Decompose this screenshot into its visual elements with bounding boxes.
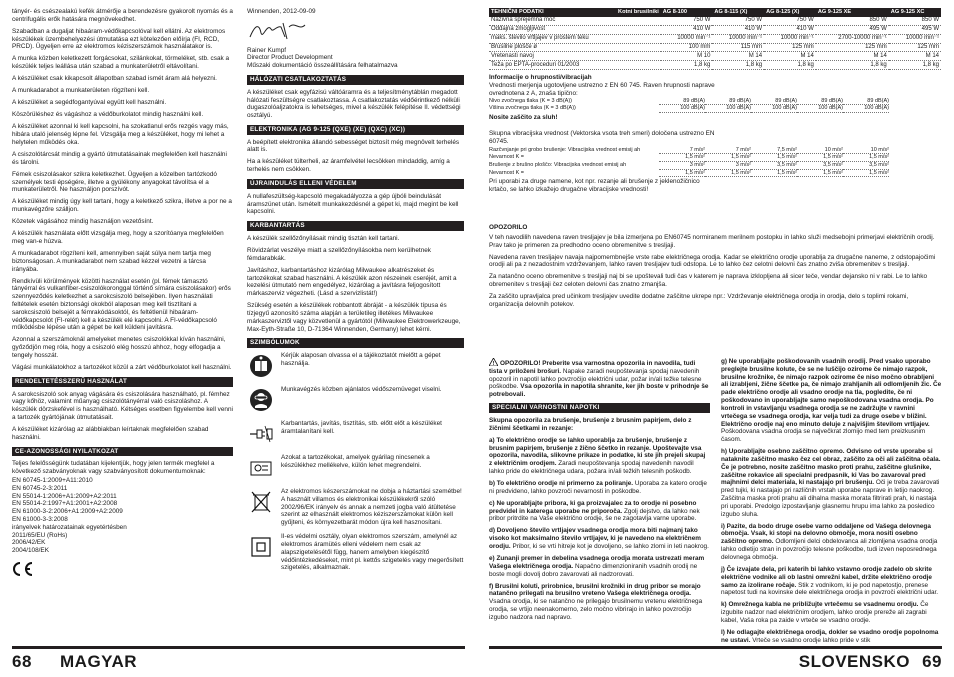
symbol-row	[247, 454, 464, 482]
safety-item: i) Pazite, da bodo druge osebe varno oddaljene od Vašega delovnega območja. Vsak, ki stopi na delovno območje, mora nositi osebno zaščitno opremo. Odlomljeni delci obdelovanca ali zlomljena vsadna orodja lahko odletijo stran in povzročijo telesne poškodbe, tudi izven neposrednega delovnega območja.	[721, 522, 938, 561]
vibration-row-value: 10 m/s²	[843, 147, 889, 155]
paragraph: A csiszolótárcsát mindig a gyártó útmutatásainak megfelelően kell használni és tárolni.	[12, 150, 227, 166]
page-number-right: 69	[922, 652, 942, 671]
accessories-icon	[247, 454, 275, 482]
vibration-row-value: 3,5 m/s²	[751, 162, 797, 170]
safety-item: e) Zunanji premer in debelina vsadnega orodja morata ustrezati meram Vašega električnega orodja. Napačno dimenzioniranih vsadnih orodij ne boste mogli dovolj dobro zavarovati ali nadzorovati.	[489, 555, 705, 578]
place-date: Winnenden, 2012-09-09	[247, 8, 316, 15]
spec-value: 1,8 kg	[712, 61, 764, 70]
right-top-block	[489, 8, 941, 313]
vibration-row-label: Nevarnost K =	[489, 169, 525, 176]
paragraph: Navedena raven tresljajev navaja najpomembnejše vrste rabe električnega orodja. Kadar se električno orodje uporablja za drugačne naneme, z odstopajočimi orodji ali pa z nezadostnim vzdrževanjem, lahko raven tresljajev tudi odstopa. Le to lahko čez celotni delovni čas znatno zviša obremenitev s tresljaji.	[489, 253, 936, 269]
section-header-ujraindulas: ÚJRAINDULÁS ELLENI VÉDELEM	[247, 179, 464, 189]
safety-item: l) Ne odlagajte električnega orodja, dokler se vsadno orodje popolnoma ne ustavi. Vrteče se vsadno orodje lahko pride v stik	[721, 628, 939, 644]
vibration-row-value: 3,5 m/s²	[797, 162, 843, 170]
read-manual-icon	[247, 352, 275, 380]
spec-value: 1,8 kg	[889, 61, 941, 70]
tech-table-title: TEHNIČNI PODATKI Kotni brusilniki	[491, 9, 659, 15]
spec-value: 125 mm	[816, 43, 889, 52]
paragraph: A munkadarabot rögzíteni kell, amennyiben saját súlya nem tartja meg biztonságosan. A munkadarabot nem szabad kézzel vezetni a tárcsa irányába.	[12, 249, 211, 273]
page-language-left: MAGYAR	[60, 652, 137, 671]
section-header-szimbolumok: SZIMBÓLUMOK	[247, 338, 464, 348]
opozorilo-title: OPOZORILO	[489, 223, 528, 231]
tech-data-table	[489, 8, 941, 70]
vibration-row-value: 1,5 m/s²	[659, 170, 705, 178]
paragraph: A készüléket azonnal ki kell kapcsolni, ha szokatlanul erős rezgés vagy más, hibára utaló jelenség lépne fel. Vizsgálja meg a készüléket, hogy mi lehet a helytelen működés oka.	[12, 123, 229, 146]
section-header-ce: CE-AZONOSSÁGI NYILATKOZAT	[12, 447, 233, 457]
vibration-row-value: 1,5 m/s²	[659, 154, 705, 162]
vibration-row-value: 1,5 m/s²	[843, 154, 889, 162]
paragraph: Közetek vágásához mindig használjon vezetősínt.	[12, 218, 154, 226]
paragraph: A készülék szellőzőnyílásait mindig tisztán kell tartani.	[247, 234, 400, 242]
safety-item: f) Brusilni koluti, prirobnice, brusilni krožniki in drug pribor se morajo natančno prilegati na brusilno vreteno Vašega električnega orodja. Vsadna orodja, ki se natančno ne prilegajo brusilnemu vretenu električnega orodja, se vrtijo neenakomerno, zelo močno vibrirajo in lahko povzročijo izgubo nadzora nad napravo.	[489, 582, 703, 621]
symbol-text: Karbantartás, javítás, tisztítás, stb. előtt előt a készüléket áramtalanítani kell.	[281, 420, 442, 435]
paragraph: Azonnal a szerszámoknál amelyeket menetes csiszolókkal kíván használni, győződjön meg róla, hogy a csiszoló elég hosszú ahhoz, hogy elfogadja a tengely hosszát.	[12, 336, 226, 360]
table-row	[489, 52, 941, 61]
page-number-left: 68	[12, 652, 32, 671]
left-column-2	[247, 8, 464, 578]
vibration-row-value: 1,5 m/s²	[751, 154, 797, 162]
svg-text:!: !	[492, 361, 495, 366]
signature-icon	[247, 19, 464, 44]
paragraph: tányér- és csészealakú kefék átmérője a berendezésre gyakorolt nyomás és a centrifugális erők hatására megnövekedhet.	[12, 8, 233, 23]
paragraph: Za zaščito upravljalca pred učinkom tresljajev uvedite dodatne zaščitne ukrepe npr.: Vzdrževanje električnega orodja in orodja, delo s toplimi rokami, organizacija delovnih potekov.	[489, 293, 909, 309]
paragraph: A munkadarabot a munkaterületen rögzíteni kell.	[12, 87, 150, 95]
vibration-row-label: Nevarnost K =	[489, 154, 525, 161]
spec-value: M 14	[816, 52, 889, 61]
paragraph: Vágási munkálatokhoz a tartozékot közül a zárt védőburkolatot kell használni.	[12, 364, 232, 372]
ce-mark-icon	[12, 561, 233, 580]
spec-value: 410 W	[764, 25, 816, 34]
symbol-row	[247, 488, 464, 527]
warning-block: ! OPOZORILO! Preberite vsa varnostna opozorila in navodila, tudi tista v priloženi brošuri. Napake zaradi neupoštevanja spodaj navedenih opozoril in napotil lahko povzročijo električni udar, požar in/ali težke telesne poškodbe. Vsa opozorila in napotila shranite, ker jih boste v prihodnje še potrebovali.	[489, 360, 709, 399]
noise-row-value: 100 dB(A)	[659, 105, 705, 113]
spec-value: 115 mm	[712, 43, 764, 52]
noise-row-label: Nivo zvočnega tlaka (K = 3 dB(A))	[489, 97, 572, 104]
spec-value: 10000 min⁻¹	[889, 34, 941, 43]
weee-bin-icon	[247, 488, 275, 516]
spec-value: M 14	[889, 52, 941, 61]
ce-paragraph: Teljes felelősségünk tudatában kijelentjük, hogy jelen termék megfelel a következő szabványoknak vagy szabványosított dokumentumoknak:	[12, 460, 215, 476]
paragraph: A készüléket mindig úgy kell tartani, hogy a keletkező szikra, illetve a por ne a munkavégzőre szálljon.	[12, 198, 232, 214]
vibration-row	[489, 146, 889, 155]
spec-value: 125 mm	[764, 43, 816, 52]
symbol-text: Munkavégzés közben ajánlatos védőszemüveget viselni.	[281, 386, 442, 394]
noise-row	[489, 97, 889, 106]
symbol-text: Azokat a tartozékokat, amelyek gyárilag nincsenek a készülékhez mellékelve, külön lehet megrendelni.	[281, 454, 430, 469]
right-column-1	[489, 358, 710, 626]
vibration-row-value: 3 m/s²	[659, 162, 705, 170]
signatory-name: Rainer Kumpf	[247, 46, 287, 54]
model-header: AG 9-125 XC	[889, 8, 941, 17]
safety-item: a) To električno orodje se lahko uporablja za brušenje, brušenje z brusnim papirjem, brušenje z žično ščetko in rezanje. Upoštevajte vsa opozorila, navodila, slikovne prikaze in podatke, ki ste jih prejeli skupaj z električnim orodjem. Zaradi neupoštevanja spodaj navedenih navodil lahko pride do električnega udara, požara in/ali težkih telesnih poškodb.	[489, 436, 706, 475]
model-header: AG 8-100	[661, 8, 713, 17]
spec-value: 100 mm	[661, 43, 713, 52]
noise-row-value: 89 dB(A)	[797, 98, 843, 106]
vibration-row	[489, 154, 889, 162]
safety-item: d) Dovoljeno število vrtljajev vsadnega orodja mora biti najmanj tako visoko kot maksimalno število vrtljajev, ki je navedeno na električnem orodju. Pribor, ki se vrti hitreje kot je dovoljeno, se lahko zlomi in leti naokrog.	[489, 527, 709, 551]
spec-value: M 14	[712, 52, 764, 61]
spec-value: 1,8 kg	[661, 61, 713, 70]
vibration-row	[489, 161, 889, 170]
ce-standard: EN 60745-1:2009+A11:2010	[12, 476, 93, 484]
safety-item: h) Uporabljajte osebno zaščitno opremo. Odvisno od vrste uporabe si nataknite zaščitno masko čez cel obraz, zaščito za oči ali zaščitna očala. Če je potrebno, nosite zaščitno masko proti prahu, zaščitne glušnike, zaščitne rokavice ali specialni predpasnik, ki Vas bo zavaroval pred majhnimi delci materiala, ki nastajajo pri brušenju. Oči je treba zavarovati pred tujki, ki nastajajo pri različnih vrstah uporabe naprave in letijo naokrog. Zaščitna maska proti prahu ali dihalna maska morata filtrirati prah, ki nastaja pri uporabi. Predolgo izpostavljanje glasnemu hrupu ima lahko za posledico izgubo sluha.	[721, 448, 941, 518]
noise-row-value: 100 dB(A)	[751, 105, 797, 113]
section-header-posebna: SPECIALNI VARNOSTNI NAPOTKI	[489, 403, 710, 413]
noise-row-value: 100 dB(A)	[797, 105, 843, 113]
symbol-row	[247, 420, 464, 448]
symbol-text: Az elektromos készerszámokat ne dobja a háztartási szemétbe! A használt villamos és elektronikai készülékekről szóló 2002/96/EK irányelv és annak a nemzeti jogba való átültetése szerint az elhasznált elektromos kéziszerszámokat külön kell gyűjteni, és környezetbarát módon újra kell hasznosítani.	[281, 488, 462, 527]
ce-standard: EN 55014-2:1997+A1:2001+A2:2008	[12, 500, 118, 508]
spec-value: 850 W	[889, 17, 941, 25]
model-header: AG 8-115 (X)	[712, 8, 764, 17]
spec-value: 495 W	[889, 25, 941, 34]
spec-label: Nazivna sprejemna moč	[489, 17, 661, 25]
vibration-row	[489, 169, 889, 178]
authorized-text: Műszaki dokumentáció összeállítására felhatalmazva	[247, 62, 398, 70]
paragraph: Javításhoz, karbantartáshoz kizárólag Milwaukee alkatrészeket és tartozékokat szabad használni. A készülék azon részeinek cseréjét, amit a kezelési útmutató nem engedélyez, kizárólag a javításra feljogosított márkaszerviz végezheti. (Lásd a szervizlistát!)	[247, 266, 457, 298]
noise-row-value: 89 dB(A)	[705, 98, 751, 106]
table-row	[489, 34, 941, 43]
vibration-row-value: 3,5 m/s²	[843, 162, 889, 170]
paragraph: A sarokcsiszoló sok anyag vágására és csiszolására használható, pl. fémhez vagy kőhöz, valamint műanyag csiszolótányérral való csiszoláshoz. A készülék dörzskefével is használható. Kétséges esetben figyelembe kell venni a tartozék gyártójának útmutatásait.	[12, 390, 233, 421]
ce-standard: EN 60745-2-3:2011	[12, 484, 68, 492]
paragraph: A beépített elektronika állandó sebességet biztosít még megnövelt terhelés alatt is.	[247, 138, 460, 154]
vibration-row-value: 1,5 m/s²	[751, 170, 797, 178]
paragraph: Za natančno oceno obremenitve s tresljaji naj bi se upoštevali tudi čas v katerem je naprava izklopljena ali sicer teče, vendar dejansko ni v rabi. Le to lahko obremenitev s tresljaji čez celoten delovni čas znatno zmanjša.	[489, 273, 927, 289]
model-header: AG 8-125 (X)	[764, 8, 816, 17]
model-header: AG 9-125 XE	[816, 8, 889, 17]
spec-value: 10000 min⁻¹	[661, 34, 713, 43]
noise-row-value: 89 dB(A)	[751, 98, 797, 106]
vibration-row-value: 10 m/s²	[797, 147, 843, 155]
spec-value: M 10	[661, 52, 713, 61]
table-row	[489, 17, 941, 25]
ce-standard: EN 61000-3-2:2006+A1:2009+A2:2009	[12, 508, 123, 516]
spec-value: 410 W	[661, 25, 713, 34]
noise-row-value: 89 dB(A)	[843, 98, 889, 106]
section-header-halozati: HÁLÓZATI CSATLAKOZTATÁS	[247, 75, 464, 85]
ce-standards-list	[12, 477, 233, 555]
ce-standard: 2006/42/EK	[12, 539, 46, 547]
page-language-right: SLOVENSKO	[798, 652, 910, 671]
safety-goggles-icon	[247, 386, 275, 414]
vibration-row-value: 1,5 m/s²	[797, 154, 843, 162]
safety-item: g) Ne uporabljajte poškodovanih vsadnih orodij. Pred vsako uporabo preglejte brusilne kolute, če se ne luščijo ozirome če nimajo razpok, brusilne krožnike, če nimajo razpok ozirome če niso močno obrabljeni ali izrabljeni, žične ščetke pa, če nimajo zrahljanih ali odlomljenih žic. Če pade električno orodje ali vsadno orodje na tla, pogledite, če ni poškodovano in uporabljajte samo nepoškodovana vsadna orodja. Po kontroli in vstavljanju vsadnega orodja se ne zadržujte v ravnini vrtečega se vsadnega orodja, kar velja tudi za druge osebe v bližini. Električno orodje naj eno minuto deluje z najvišjim številom vrtljajev. Poškodovana vsadna orodja se največkrat zlomijo med tem preizkusnim časom.	[721, 358, 942, 444]
warning-icon	[489, 358, 498, 366]
ce-standard: EN 61000-3-3:2008	[12, 515, 68, 523]
spec-value: 1,8 kg	[764, 61, 816, 70]
page-right	[477, 0, 954, 677]
signatory-title: Director Product Development	[247, 54, 333, 62]
vibration-row-value: 3 m/s²	[705, 162, 751, 170]
ce-standard: irányelvek határozatainak egyetértésben	[12, 523, 127, 531]
paragraph: A készüléket csak kikapcsolt állapotban szabad ismét áram alá helyezni.	[12, 75, 217, 83]
vibration-row-value: 1,5 m/s²	[843, 170, 889, 178]
paragraph: Szükség esetén a készülékek robbantott ábráját - a készülék típusa és tízjegyű azonosító száma alapján a területileg illetékes Milwaukee márkaszerviztől vagy közvetlenül a gyártótól (Milwaukee Elektrowerkzeuge, Max-Eyth-Straße 10, D-71364 Winnenden, Germany) lehet kérni.	[247, 302, 461, 333]
symbol-text: Kérjük alaposan olvassa el a tájékoztatót mielőtt a gépet használja.	[281, 352, 441, 367]
section-header-rendeltetes: RENDELTETÉSSZERŰ HASZNÁLAT	[12, 377, 233, 387]
footer-left	[12, 646, 465, 672]
spec-value: 10000 min⁻¹	[712, 34, 764, 43]
noise-row-value: 100 dB(A)	[705, 105, 751, 113]
noise-row-value: 89 dB(A)	[659, 98, 705, 106]
table-row	[489, 61, 941, 70]
section-header-karbantartas: KARBANTARTÁS	[247, 221, 464, 231]
spec-value: 1,8 kg	[816, 61, 889, 70]
spec-value: 10000 min⁻¹	[764, 34, 816, 43]
paragraph: Fémek csiszolásakor szikra keletkezhet. Ügyeljen a közelben tartózkodó személyek testi épségére, illetve a gyúlékony anyagokat távolítsa el a munkaterületről. Ne használjon porszívót.	[12, 170, 217, 194]
safety-item: k) Omrežnega kabla ne približujte vrtečemu se vsadnemu orodju. Če izgubite nadzor nad električnim orodjem, lahko orodje prereže ali zagrabi kabel, Vaša roka pa zaide v vrteče se vsadno orodje.	[721, 601, 929, 624]
safety-item: j) Če izvajate dela, pri katerih bi lahko vstavno orodje zadelo ob skrite električne vodnike ali ob lastni omrežni kabel, držite električno orodje samo za izolirane ročaje. Stik z vodnikom, ki je pod napetostjo, prenese napetost tudi na kovinske dele električnega orodja in povzroči električni udar.	[721, 565, 939, 597]
symbol-row	[247, 386, 464, 414]
table-row	[489, 43, 941, 52]
vibration-row-label: Brušenje z brušno ploščo: Vibracijska vrednost emisij ah	[489, 161, 627, 168]
paragraph: A készüléket csak egyfázisú váltóáramra és a teljesítménytáblán megadott hálózati feszültségre csatlakoztassa. A csatlakoztatás védőérintkező nélküli dugaszolóaljzatokra is lehetséges, mivel a készülék felépítése II. védettségi osztályú.	[247, 88, 461, 120]
spec-label: maks. število vrtljajev v prostem teku	[489, 34, 661, 43]
noise-row-label: Višina zvočnega tlaka (K = 3 dB(A))	[489, 105, 576, 112]
spec-value: 750 W	[712, 17, 764, 25]
double-insulation-icon	[247, 533, 275, 561]
paragraph: A munka közben keletkezett forgácsokat, szilánkokat, törmeléket, stb. csak a készülék teljes leállása után szabad a munkaterületről eltávolítani.	[12, 55, 230, 71]
vibration-row-value: 7 m/s²	[705, 147, 751, 155]
table-row	[489, 25, 941, 34]
ce-standard: 2011/65/EU (RoHs)	[12, 531, 68, 539]
spec-value: 410 W	[712, 25, 764, 34]
posebna-intro: Skupna opozorila za brušenje, brušenje z brusnim papirjem, delo z žičnimi ščetkami in rezanje:	[489, 416, 692, 432]
vibration-row-value: 1,5 m/s²	[705, 154, 751, 162]
paragraph: A készüléket kizárólag az alábbiakban leírtaknak megfelelően szabad használni.	[12, 425, 209, 441]
symbol-text: II-es védelmi osztály, olyan elektromos szerszám, amelynél az elektromos áramütés elleni védelem nem csak az alapszigetelésétől függ, hanem amelyben kiegészítő védőintézkedéseket, mint pl. kettős szigetelés vagy megerősített szigetelés, alkalmaznak.	[281, 533, 464, 572]
vibration-row-value: 1,5 m/s²	[705, 170, 751, 178]
symbol-row	[247, 533, 464, 572]
spec-value: 750 W	[661, 17, 713, 25]
paragraph: V teh navodilih navedena raven tresljajev je bila izmerjena po EN60745 normiranem merilnem postopku in lahko služi medsebojni primerjavi električnih orodij. Prav tako je primeren za predhodno oceno obremenitve s tresljaji.	[489, 233, 935, 249]
safety-item: c) Ne uporabljajte pribora, ki ga proizvajalec za to orodje ni posebno predvidel in katerega uporabe ne priporoča. Zgolj dejstvo, da lahko nek pribor pritrdite na Vaše električno orodje, še ne zagotavlja varne uporabe.	[489, 499, 700, 523]
ce-standard: 2004/108/EK	[12, 547, 49, 555]
spec-value: M 14	[764, 52, 816, 61]
paragraph: A készüléket a segédfogantyúval együtt kell használni.	[12, 99, 167, 107]
noise-note: Nosite zaščito za sluh!	[489, 114, 558, 122]
vibration-row-label: Razčvnjanje pri grobo brušenje: Vibracijska vrednost emisij ah	[489, 146, 641, 153]
vib-intro: Skupna vibracijska vrednost (Vektorska vsota treh smeri) določena ustrezno EN 60745.	[489, 129, 715, 145]
noise-title: Informacije o hrupnosti/vibracijah	[489, 74, 592, 82]
safety-item: b) To električno orodje ni primerno za poliranje. Uporaba za katero orodje ni predvideno, lahko povzroči nevarnosti in poškodbe.	[489, 479, 707, 495]
spec-value: 125 mm	[889, 43, 941, 52]
noise-row-value: 100 dB(A)	[843, 105, 889, 113]
symbol-row	[247, 352, 464, 380]
spec-label: Brusilne plošče ø	[489, 43, 661, 52]
paragraph: Ha a készüléket túlterheli, az áramfelvétel lecsökken mindaddig, amíg a terhelés nem csökken.	[247, 158, 450, 174]
spec-label: Vretenasti navoj	[489, 52, 661, 61]
right-column-2	[721, 358, 942, 649]
paragraph: Köszörüléshez és vágáshoz a védőburkolatot mindig használni kell.	[12, 111, 204, 119]
noise-row	[489, 105, 889, 113]
spec-value: 750 W	[764, 17, 816, 25]
paragraph: Rendkívüli körülmények közötti használat esetén (pl. fémek támasztó tányérral és vulkanfíber-csiszolókoronggal történő símára csiszolásakor) erős szennyeződés keletkezhet a sarokcsiszoló belsejében. Ilyen használati feltételek esetén biztonsági okokból alaposan meg kell tisztítani a sarokcsiszoló belsejét a fémrakódásoktól, és feltétlenül hibaáram-védőkapcsolót (FI-relét) kell a készülék elé kapcsolni. A FI-védőkapcsoló működésbe lépése után a gépet be kell küldeni javításra.	[12, 277, 231, 332]
noise-intro: Vrednosti merjenja ugotovljene ustrezno z EN 60 745. Raven hrupnosti naprave ovrednotena z A, znaša tipično:	[489, 82, 715, 97]
spec-label: Teža po EPTA-proceduri 01/2003	[489, 61, 661, 70]
paragraph: Szabadban a dugaljat hibaáram-védőkapcsolóval kell ellátni. Az elektromos készülékek üzembehelyezési útmutatása ezt kötelezően előírja (FI, RCD, PRCD). Ügyeljen erre az elektromos kéziszerszámok használatakor is.	[12, 27, 226, 51]
vibration-row-value: 7,5 m/s²	[751, 147, 797, 155]
vibration-row-value: 1,5 m/s²	[797, 170, 843, 178]
paragraph: Rövidzárlat veszélye miatt a szellőzőnyílásokba nem kerülhetnek fémdarabkák.	[247, 246, 431, 262]
vibration-row-value: 7 m/s²	[659, 147, 705, 155]
footer-right	[489, 646, 942, 672]
left-column-1	[12, 8, 233, 580]
spec-value: 2700-10000 min⁻¹	[816, 34, 889, 43]
spec-label: Oddajna zmogljivost	[489, 25, 661, 34]
paragraph: A nullafeszültség-kapcsoló megakadályozza a gép újbóli beindulását áramszünet után. Ismételt munkakezdésnél a gépet ki, majd megint be kell kapcsolni.	[247, 192, 459, 216]
paragraph: A készülék használata előtt vizsgálja meg, hogy a szorítóanya megfelelően meg van-e húzva.	[12, 230, 224, 245]
spec-value: 495 W	[816, 25, 889, 34]
ce-standard: EN 55014-1:2006+A1:2009+A2:2011	[12, 492, 117, 500]
spec-value: 850 W	[816, 17, 889, 25]
section-header-elektronika: ELEKTRONIKA (AG 9-125 (QXE) (XE) (QXC) (XC))	[247, 125, 464, 135]
vib-note: Pri uporabi za druge namene, kot npr. rezanje ali brušenje z jeklenožičnico krtačo, se lahko izkažejo drugačne vibracijske vrednosti!	[489, 178, 700, 194]
unplug-icon	[247, 420, 275, 448]
